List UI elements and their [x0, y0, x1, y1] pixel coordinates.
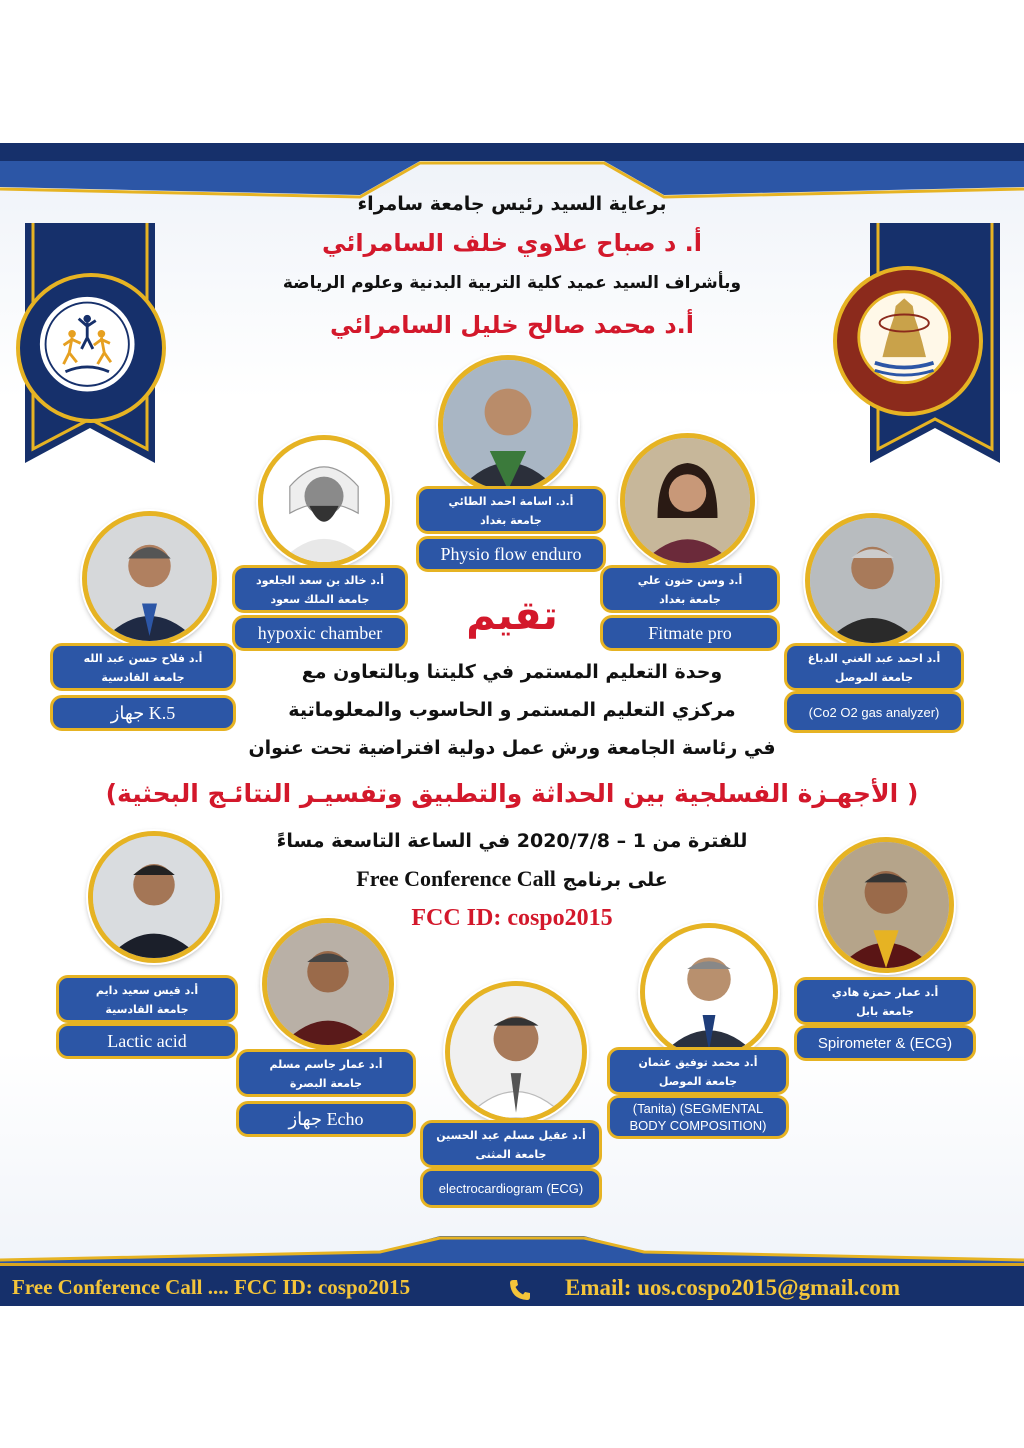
fcc-id: FCC ID: cospo2015	[411, 905, 613, 931]
speaker-name: أ.د عمار حمزة هادي	[831, 986, 939, 999]
device-label: Fitmate pro	[600, 615, 780, 651]
supervision-line: وبأشراف السيد عميد كلية التربية البدنية وعلوم الرياضة	[282, 273, 742, 293]
speaker-name-box	[56, 975, 238, 1023]
date-line: للفترة من 1 – 2020/7/8 في الساعة التاسعة مساءً	[276, 830, 748, 852]
speaker-name-box	[420, 1120, 602, 1168]
speaker-photo	[640, 923, 778, 1061]
speaker-name-box	[607, 1047, 789, 1095]
poster	[0, 143, 1024, 1306]
speaker-university: جامعة الملك سعود	[270, 593, 370, 606]
speaker-university: جامعة المثنى	[475, 1148, 547, 1161]
announcement-line-3: في رئاسة الجامعة ورش عمل دولية افتراضية تحت عنوان	[248, 737, 776, 759]
workshop-title: ( الأجهـزة الفسلجية بين الحداثة والتطبيق وتفسيـر النتائـج البحثية)	[105, 779, 919, 808]
announcement-title: تقيم	[466, 593, 558, 639]
speaker-university: جامعة القادسية	[101, 671, 185, 684]
device-label: جهاز K.5	[50, 695, 236, 731]
program-prefix: على برنامج	[562, 869, 668, 891]
footer-bar	[0, 1263, 1024, 1306]
speaker-name: أ.د قيس سعيد دايم	[95, 984, 199, 997]
footer-email: Email: uos.cospo2015@gmail.com	[565, 1275, 901, 1300]
speaker-university: جامعة البصرة	[289, 1077, 363, 1090]
program-name: Free Conference Call	[356, 866, 556, 891]
patron-line: برعاية السيد رئيس جامعة سامراء	[357, 193, 667, 215]
speaker-name: أ.د عقيل مسلم عبد الحسين	[436, 1129, 586, 1142]
speaker-photo	[88, 831, 220, 963]
dean-name: أ.د محمد صالح خليل السامرائي	[330, 311, 694, 339]
speaker-name-box	[416, 486, 606, 534]
footer-conference-text: Free Conference Call .... FCC ID: cospo2015	[12, 1275, 411, 1299]
announcement-line-2: مركزي التعليم المستمر و الحاسوب والمعلوماتية	[288, 699, 736, 721]
speaker-photo	[818, 837, 954, 973]
speaker-university: جامعة بغداد	[480, 514, 542, 527]
device-label: Physio flow enduro	[416, 536, 606, 572]
device-label: Lactic acid	[56, 1023, 238, 1059]
device-label: electrocardiogram (ECG)	[420, 1168, 602, 1208]
speaker-name-box	[236, 1049, 416, 1097]
speaker-name: أ.د عمار جاسم مسلم	[269, 1058, 383, 1071]
speaker-name: أ.د. اسامة احمد الطائي	[448, 495, 574, 508]
speaker-photo	[262, 918, 394, 1050]
speaker-name: أ.د احمد عبد الغني الدباغ	[807, 652, 941, 665]
device-label: جهاز Echo	[236, 1101, 416, 1137]
speaker-name: أ.د فلاح حسن عبد الله	[83, 652, 203, 665]
phone-icon	[508, 1278, 532, 1302]
speaker-university: جامعة بابل	[856, 1005, 914, 1018]
speaker-photo	[258, 435, 390, 567]
device-label: (Tanita) (SEGMENTAL BODY COMPOSITION)	[607, 1095, 789, 1139]
speaker-university: جامعة الموصل	[834, 671, 914, 684]
speaker-name-box	[794, 977, 976, 1025]
announcement-line-1: وحدة التعليم المستمر في كليتنا وبالتعاون مع	[301, 661, 723, 683]
speaker-university: جامعة بغداد	[659, 593, 721, 606]
speaker-university: جامعة القادسية	[105, 1003, 189, 1016]
speaker-photo	[445, 981, 587, 1123]
speaker-photo	[620, 433, 755, 568]
speaker-university: جامعة الموصل	[658, 1075, 738, 1088]
patron-name: أ. د صباح علاوي خلف السامرائي	[322, 229, 702, 257]
device-label: (Co2 O2 gas analyzer)	[784, 691, 964, 733]
speaker-name: أ.د محمد توفيق عثمان	[638, 1056, 758, 1069]
device-label: hypoxic chamber	[232, 615, 408, 651]
device-label: Spirometer & (ECG)	[794, 1025, 976, 1061]
speaker-name: أ.د وسن حنون علي	[637, 574, 743, 587]
college-logo	[16, 273, 166, 423]
speaker-photo	[438, 355, 578, 495]
speaker-name: أ.د خالد بن سعد الجلعود	[256, 574, 384, 587]
